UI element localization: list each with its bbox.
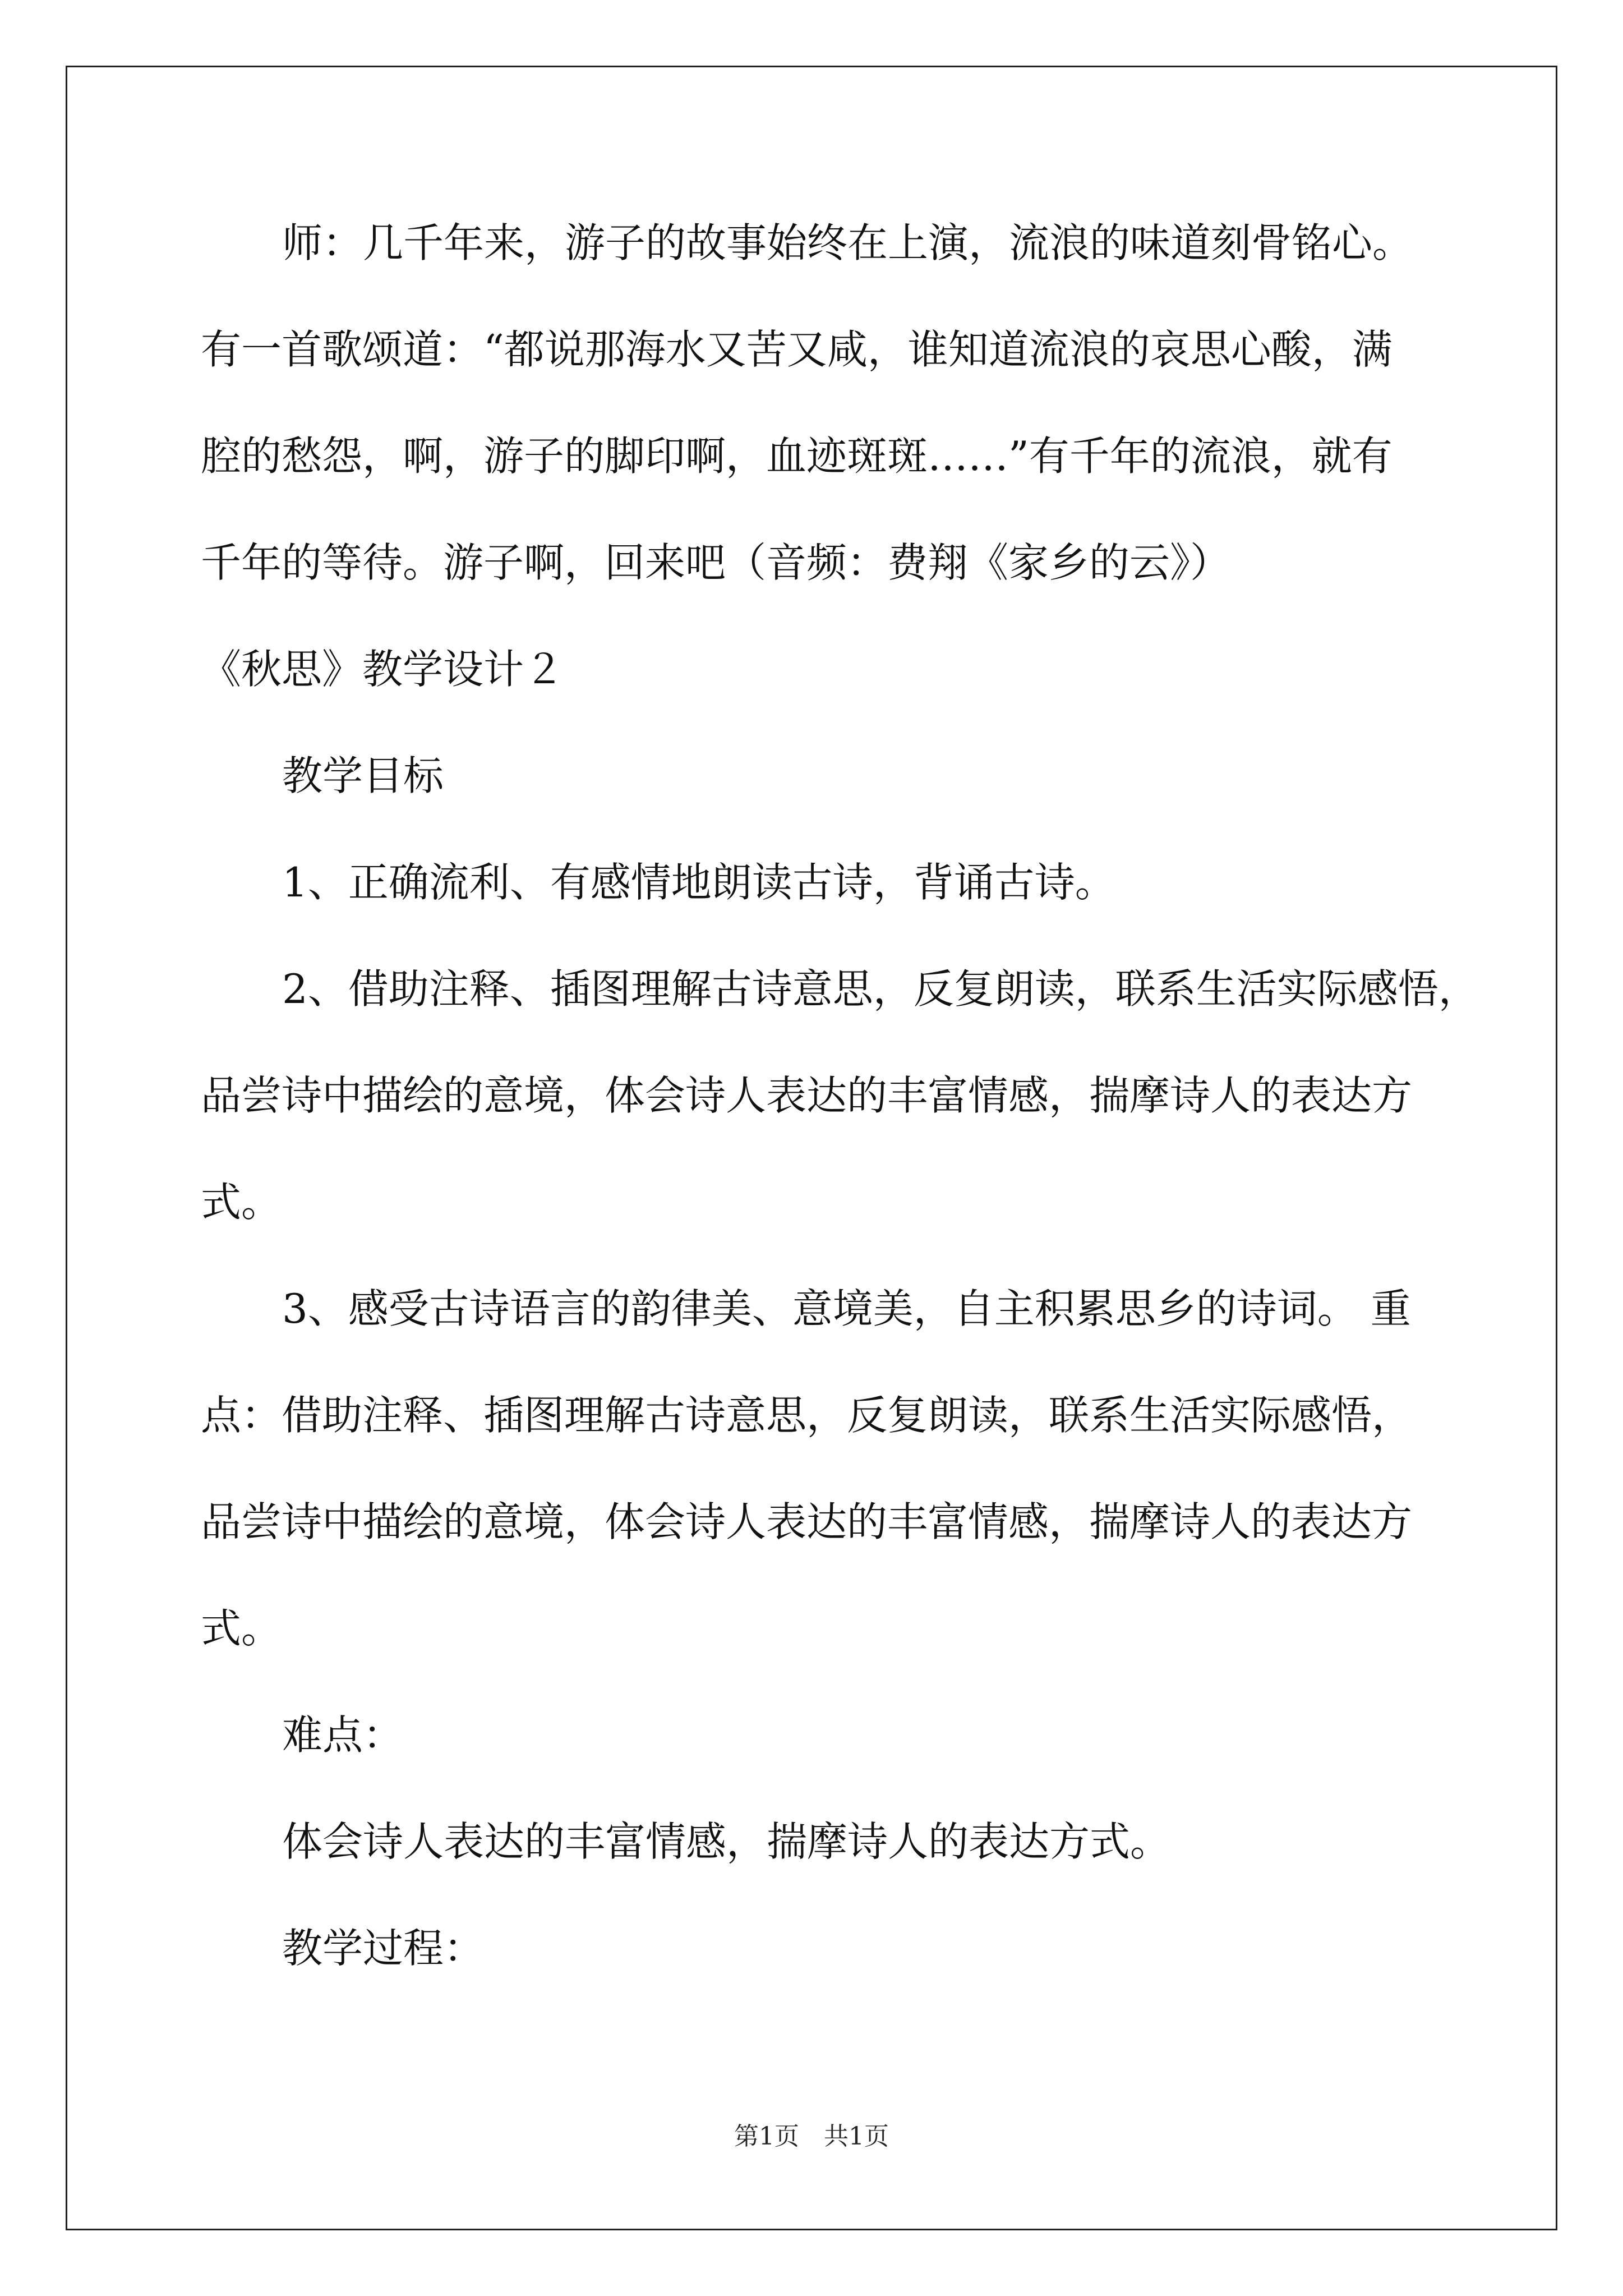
page-footer: 第1页 共1页	[734, 2122, 889, 2151]
paragraph-line: 式。	[201, 1179, 282, 1226]
paragraph-line: 师：几千年来，游子的故事始终在上演，流浪的味道刻骨铭心。	[282, 219, 1413, 266]
section-heading: 难点：	[282, 1711, 404, 1759]
paragraph-line: 式。	[201, 1605, 282, 1652]
list-item: 2、借助注释、插图理解古诗意思，反复朗读，联系生活实际感悟，	[282, 965, 1479, 1013]
list-item: 3、感受古诗语言的韵律美、意境美，自主积累思乡的诗词。 重	[282, 1285, 1411, 1332]
list-item: 1、正确流利、有感情地朗读古诗，背诵古诗。	[282, 859, 1115, 906]
paragraph-line: 品尝诗中描绘的意境，体会诗人表达的丰富情感，揣摩诗人的表达方	[201, 1498, 1413, 1545]
section-heading: 教学过程：	[282, 1925, 485, 1972]
section-title: 《秋思》教学设计２	[201, 646, 565, 693]
paragraph-line: 腔的愁怨，啊，游子的脚印啊，血迹斑斑……”有千年的流浪，就有	[201, 432, 1393, 480]
paragraph-line: 体会诗人表达的丰富情感，揣摩诗人的表达方式。	[282, 1818, 1171, 1865]
paragraph-line: 千年的等待。游子啊，回来吧（音频：费翔《家乡的云》）	[201, 539, 1231, 586]
page-border	[66, 66, 1557, 2230]
paragraph-line: 有一首歌颂道：“都说那海水又苦又咸，谁知道流浪的哀思心酸，满	[201, 326, 1393, 373]
paragraph-line: 点：借助注释、插图理解古诗意思，反复朗读，联系生活实际感悟，	[201, 1392, 1413, 1439]
paragraph-line: 品尝诗中描绘的意境，体会诗人表达的丰富情感，揣摩诗人的表达方	[201, 1072, 1413, 1119]
section-heading: 教学目标	[282, 752, 444, 799]
